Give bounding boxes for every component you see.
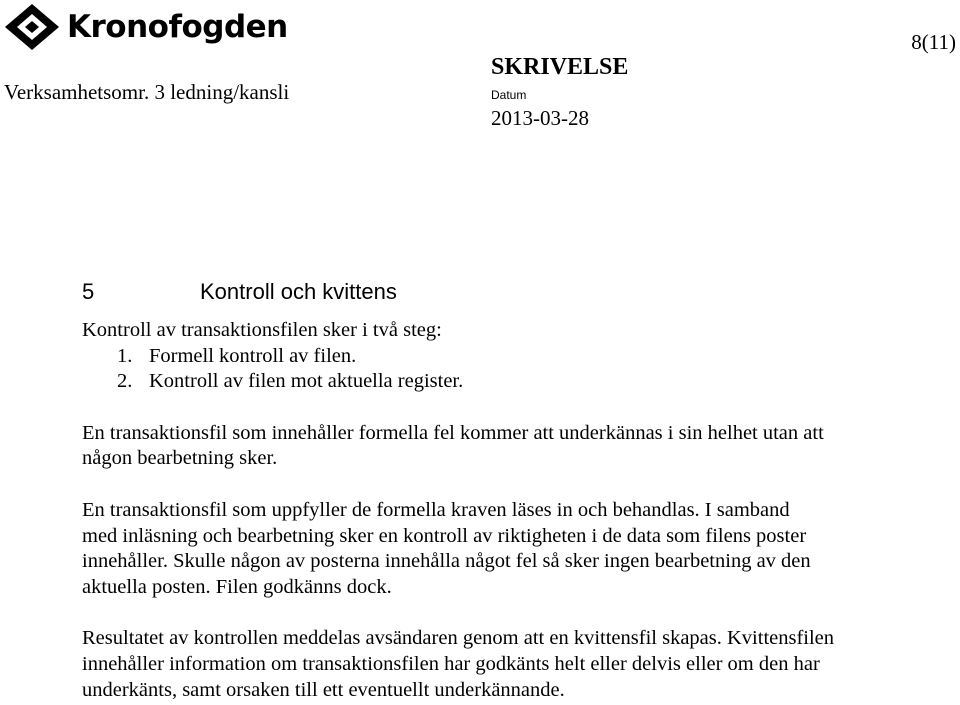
document-body (82, 318, 942, 703)
diamond-logo-icon (3, 2, 61, 52)
section-heading (82, 279, 397, 305)
list-item: 2. Kontroll av filen mot aktuella register. (117, 370, 464, 393)
section-number: 5 (82, 279, 95, 304)
list-item: 1. Formell kontroll av filen. (117, 344, 357, 367)
section-title: Kontroll och kvittens (200, 279, 397, 304)
paragraph-3: Resultatet av kontrollen meddelas avsändaren genom att en kvittensfil skapas. Kvittensfilen innehåller information om transaktionsfilen har godkänts helt eller delvis eller om den har underkänts, samt orsaken till ett eventuellt underkännande. (82, 627, 835, 701)
document-type: SKRIVELSE (491, 54, 629, 80)
department: Verksamhetsomr. 3 ledning/kansli (4, 80, 290, 104)
intro-text: Kontroll av transaktionsfilen sker i två steg: (82, 319, 442, 341)
paragraph-1: En transaktionsfil som innehåller formella fel kommer att underkännas i sin helhet utan att någon bearbetning sker. (82, 421, 824, 470)
steps-list (82, 344, 942, 395)
brand-name: Kronofogden (67, 9, 288, 45)
date-label: Datum (491, 88, 527, 102)
kronofogden-logo (3, 2, 288, 52)
date-value: 2013-03-28 (491, 106, 589, 130)
page-number: 8(11) (911, 30, 956, 54)
paragraph-2: En transaktionsfil som uppfyller de formella kraven läses in och behandlas. I samband med inläsning och bearbetning sker en kontroll av riktigheten i de data som filens poster innehåller. Skulle någon av posterna innehålla något fel så sker ingen bearbetning av den aktuella posten. Filen godkänns dock. (82, 498, 811, 598)
